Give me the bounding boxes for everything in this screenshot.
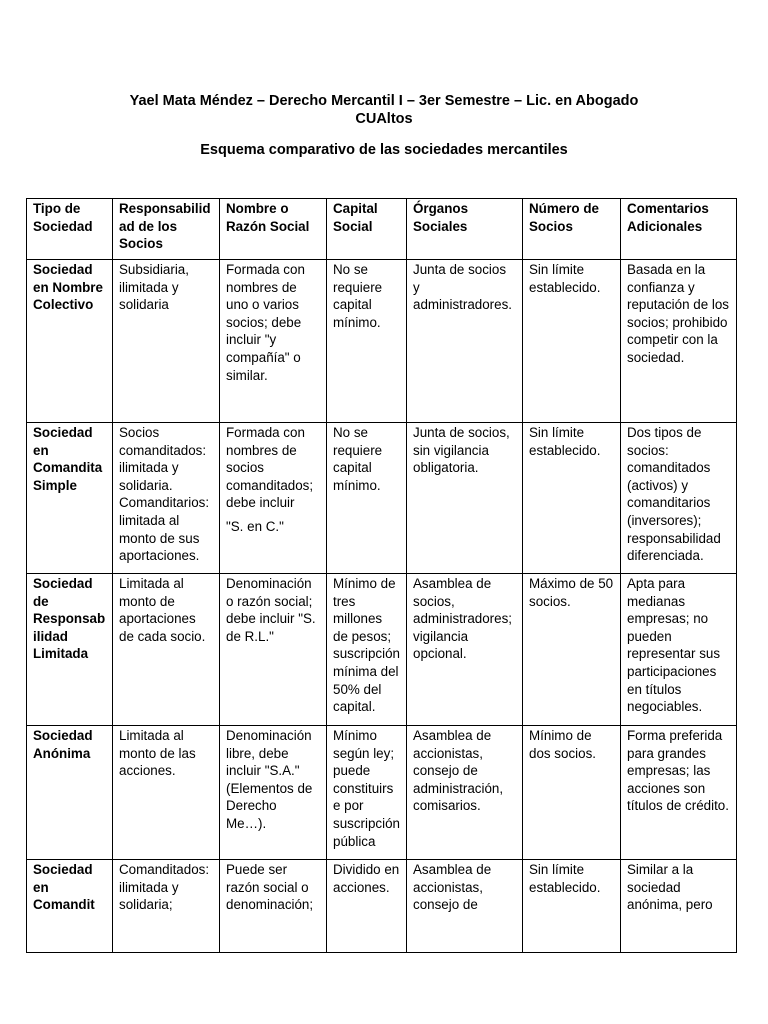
cell-comentarios: Basada en la confianza y reputación de los socios; prohibido competir con la sociedad. [621, 260, 737, 423]
cell-nombre-text: Formada con nombres de uno o varios socios; debe incluir "y compañía" o similar. [226, 262, 305, 383]
column-header-comentarios: Comentarios Adicionales [621, 199, 737, 260]
document-header [0, 92, 768, 128]
cell-capital: Mínimo según ley; puede constituirse por suscripción pública [327, 726, 407, 860]
cell-nombre-text: Formada con nombres de socios comanditados; debe incluir [226, 425, 314, 511]
cell-responsabilidad: Limitada al monto de las acciones. [113, 726, 220, 860]
cell-organos: Asamblea de accionistas, consejo de [407, 860, 523, 953]
cell-comentarios: Similar a la sociedad anónima, pero [621, 860, 737, 953]
column-header-organos: Órganos Sociales [407, 199, 523, 260]
cell-capital: Mínimo de tres millones de pesos; suscripción mínima del 50% del capital. [327, 574, 407, 726]
table-row [27, 423, 737, 574]
cell-comentarios: Apta para medianas empresas; no pueden representar sus participaciones en títulos negociables. [621, 574, 737, 726]
table-row [27, 574, 737, 726]
cell-numero: Sin límite establecido. [523, 260, 621, 423]
cell-nombre-text: Denominación libre, debe incluir "S.A." (Elementos de Derecho Me…). [226, 728, 313, 831]
cell-nombre [220, 574, 327, 726]
cell-responsabilidad: Comanditados: ilimitada y solidaria; [113, 860, 220, 953]
table-row [27, 260, 737, 423]
cell-tipo: Sociedad en Comandit [27, 860, 113, 953]
cell-comentarios: Dos tipos de socios: comanditados (activos) y comanditarios (inversores); responsabilidad diferenciada. [621, 423, 737, 574]
comparison-table [26, 198, 737, 953]
institution-line: CUAltos [355, 111, 413, 127]
cell-nombre [220, 726, 327, 860]
author-course-line: Yael Mata Méndez – Derecho Mercantil I – 3er Semestre – Lic. en Abogado [129, 93, 639, 109]
cell-nombre-suffix: "S. en C." [226, 518, 284, 534]
column-header-nombre: Nombre o Razón Social [220, 199, 327, 260]
cell-organos: Junta de socios y administradores. [407, 260, 523, 423]
cell-comentarios: Forma preferida para grandes empresas; las acciones son títulos de crédito. [621, 726, 737, 860]
table-row [27, 726, 737, 860]
cell-nombre-text: Puede ser razón social o denominación; [226, 862, 314, 913]
cell-responsabilidad: Subsidiaria, ilimitada y solidaria [113, 260, 220, 423]
cell-organos: Junta de socios, sin vigilancia obligatoria. [407, 423, 523, 574]
cell-tipo: Sociedad en Nombre Colectivo [27, 260, 113, 423]
cell-organos: Asamblea de socios, administradores; vigilancia opcional. [407, 574, 523, 726]
cell-nombre-text: Denominación o razón social; debe incluir "S. de R.L." [226, 576, 316, 644]
cell-nombre [220, 423, 327, 574]
table-row [27, 860, 737, 953]
cell-numero: Sin límite establecido. [523, 423, 621, 574]
cell-tipo: Sociedad en Comandita Simple [27, 423, 113, 574]
cell-organos: Asamblea de accionistas, consejo de administración, comisarios. [407, 726, 523, 860]
cell-capital: No se requiere capital mínimo. [327, 260, 407, 423]
cell-capital: No se requiere capital mínimo. [327, 423, 407, 574]
cell-tipo: Sociedad Anónima [27, 726, 113, 860]
cell-capital: Dividido en acciones. [327, 860, 407, 953]
cell-nombre [220, 860, 327, 953]
column-header-numero: Número de Socios [523, 199, 621, 260]
cell-numero: Sin límite establecido. [523, 860, 621, 953]
column-header-capital: Capital Social [327, 199, 407, 260]
cell-numero: Máximo de 50 socios. [523, 574, 621, 726]
cell-responsabilidad: Limitada al monto de aportaciones de cada socio. [113, 574, 220, 726]
cell-tipo: Sociedad de Responsabilidad Limitada [27, 574, 113, 726]
document-title: Esquema comparativo de las sociedades mercantiles [200, 142, 568, 158]
column-header-tipo: Tipo de Sociedad [27, 199, 113, 260]
cell-nombre [220, 260, 327, 423]
cell-numero: Mínimo de dos socios. [523, 726, 621, 860]
table-header-row [27, 199, 737, 260]
column-header-responsabilidad: Responsabilidad de los Socios [113, 199, 220, 260]
cell-responsabilidad: Socios comanditados: ilimitada y solidaria. Comanditarios: limitada al monto de sus aportaciones. [113, 423, 220, 574]
